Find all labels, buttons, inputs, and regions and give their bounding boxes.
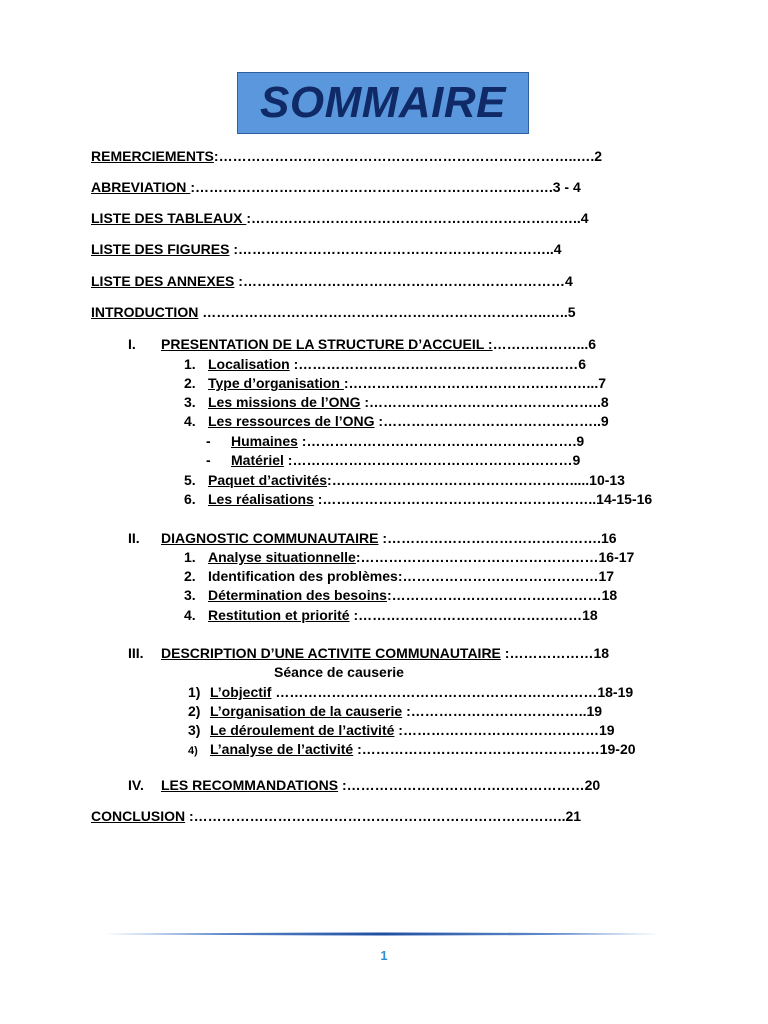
toc-entry-label: LISTE DES ANNEXES [91, 273, 235, 289]
toc-item-identification-problemes [184, 567, 614, 585]
toc-item-restitution [184, 606, 598, 624]
toc-entry-introduction [91, 303, 576, 321]
toc-entry-leader: :……………………………………19 [394, 722, 615, 738]
toc-section-4 [128, 776, 600, 794]
toc-entry-label: LISTE DES TABLEAUX [91, 210, 247, 226]
toc-entry-leader: :…………………………………………..8 [360, 394, 609, 410]
toc-entry-label: Le déroulement de l’activité [210, 722, 395, 738]
toc-entry-leader: :………………………………………………….9 [297, 433, 585, 449]
toc-item-type-organisation [184, 374, 606, 392]
toc-entry-leader: :……………………………………….16 [378, 530, 617, 546]
toc-entry-label: Les missions de l’ONG [208, 394, 361, 410]
toc-entry-label: Paquet d’activités [208, 472, 328, 488]
toc-item-determination-besoins [184, 586, 617, 604]
toc-entry-leader: :…………………………………………….....10-13 [327, 472, 625, 488]
item-number: 1. [184, 549, 196, 565]
toc-entry-label: ABREVIATION [91, 179, 191, 195]
item-number: 3. [184, 587, 196, 603]
toc-entry-remerciements [91, 147, 602, 165]
toc-entry-label: CONCLUSION [91, 808, 186, 824]
toc-item-realisations [184, 490, 652, 508]
toc-subitem-materiel [206, 451, 580, 469]
toc-entry-leader: ……………………………………………………………18-19 [271, 684, 634, 700]
toc-entry-label: LISTE DES FIGURES [91, 241, 230, 257]
toc-entry-leader: :……………………………………………………………4 [234, 273, 573, 289]
toc-item-analyse-situationnelle [184, 548, 634, 566]
toc-section-2 [128, 529, 617, 547]
toc-entry-liste-figures [91, 240, 562, 258]
toc-entry-leader: :……………………………………………………6 [289, 356, 587, 372]
item-number: 6. [184, 491, 196, 507]
toc-item-ressources [184, 412, 609, 430]
toc-entry-label: L’objectif [210, 684, 272, 700]
section-number: III. [128, 645, 144, 661]
toc-item-objectif [188, 683, 633, 701]
dash-marker: - [206, 452, 211, 468]
section-number: II. [128, 530, 140, 546]
footer-divider [104, 932, 660, 936]
toc-item-paquet-activites [184, 471, 625, 489]
item-number: 3. [184, 394, 196, 410]
toc-entry-leader: :……………………………………………16-17 [355, 549, 635, 565]
toc-entry-label: Restitution et priorité [208, 607, 350, 623]
page-title: SOMMAIRE [260, 78, 506, 127]
toc-entry-leader: :…………………………………………………………….…….3 - 4 [190, 179, 581, 195]
toc-section-3 [128, 644, 609, 662]
toc-entry-label: Les réalisations [208, 491, 314, 507]
toc-entry-label: LES RECOMMANDATIONS [161, 777, 339, 793]
toc-item-missions [184, 393, 609, 411]
toc-entry-leader: :……………………………………………...7 [343, 375, 606, 391]
toc-entry-label: REMERCIEMENTS [91, 148, 214, 164]
toc-entry-label: Détermination des besoins [208, 587, 387, 603]
section-number: I. [128, 336, 136, 352]
toc-entry-leader: ………………………………………………………………..…..5 [198, 304, 576, 320]
item-number: 4. [184, 413, 196, 429]
item-number: 4. [184, 607, 196, 623]
toc-item-deroulement [188, 721, 615, 739]
item-number: 2) [188, 703, 201, 719]
item-number: 2. [184, 375, 196, 391]
toc-entry-label: Localisation [208, 356, 290, 372]
toc-subheading-seance [274, 663, 404, 681]
page-number: 1 [380, 948, 388, 963]
toc-section-1 [128, 335, 596, 353]
toc-entry-leader: :……………………………………………………………………..21 [185, 808, 582, 824]
toc-entry-liste-tableaux [91, 209, 589, 227]
toc-entry-label: DIAGNOSTIC COMMUNAUTAIRE [161, 530, 379, 546]
toc-entry-leader: :……………………………………………20 [338, 777, 601, 793]
toc-entry-label: Type d’organisation [208, 375, 344, 391]
item-number: 2. [184, 568, 196, 584]
toc-entry-label: INTRODUCTION [91, 304, 199, 320]
subheading-text: Séance de causerie [274, 664, 404, 680]
toc-entry-conclusion [91, 807, 581, 825]
toc-entry-label: Les ressources de l’ONG [208, 413, 375, 429]
toc-entry-label: L’organisation de la causerie [210, 703, 403, 719]
item-number: 1. [184, 356, 196, 372]
toc-entry-leader: :………………………………………..9 [374, 413, 609, 429]
item-number: 3) [188, 722, 201, 738]
toc-entry-label: PRESENTATION DE LA STRUCTURE D’ACCUEIL : [161, 336, 493, 352]
toc-entry-label: Matériel [231, 452, 284, 468]
item-number: 5. [184, 472, 196, 488]
toc-entry-leader: :………………………………………18 [386, 587, 618, 603]
toc-entry-leader: :…………………………………………………..14-15-16 [313, 491, 653, 507]
toc-entry-leader: :……………………………………………………………..4 [246, 210, 589, 226]
toc-entry-abreviation [91, 178, 581, 196]
toc-entry-leader: :………………18 [500, 645, 610, 661]
toc-entry-label: Identification des problèmes [208, 568, 398, 584]
toc-entry-label: L’analyse de l’activité [210, 741, 354, 757]
toc-item-analyse-activite [188, 740, 636, 760]
toc-entry-label: DESCRIPTION D’UNE ACTIVITE COMMUNAUTAIRE [161, 645, 501, 661]
toc-entry-leader: :…………………………………………………………………..….2 [213, 148, 603, 164]
item-number: 4) [188, 745, 198, 757]
toc-entry-leader: :…………………………………………………………..4 [229, 241, 562, 257]
toc-item-organisation-causerie [188, 702, 602, 720]
toc-entry-leader: :……………………………………………19-20 [353, 741, 636, 757]
toc-entry-liste-annexes [91, 272, 573, 290]
section-number: IV. [128, 777, 144, 793]
toc-entry-leader: :……………………………………………………9 [283, 452, 581, 468]
toc-item-localisation [184, 355, 586, 373]
dash-marker: - [206, 433, 211, 449]
item-number: 1) [188, 684, 201, 700]
toc-entry-label: Humaines [231, 433, 298, 449]
toc-entry-leader: :………………………………..19 [402, 703, 603, 719]
toc-entry-label: Analyse situationnelle [208, 549, 356, 565]
toc-entry-leader: ………………...6 [492, 336, 597, 352]
toc-entry-leader: :……………………………………17 [397, 568, 615, 584]
toc-entry-leader: :…………………………………………18 [349, 607, 598, 623]
toc-subitem-humaines [206, 432, 584, 450]
title-box [237, 72, 529, 134]
